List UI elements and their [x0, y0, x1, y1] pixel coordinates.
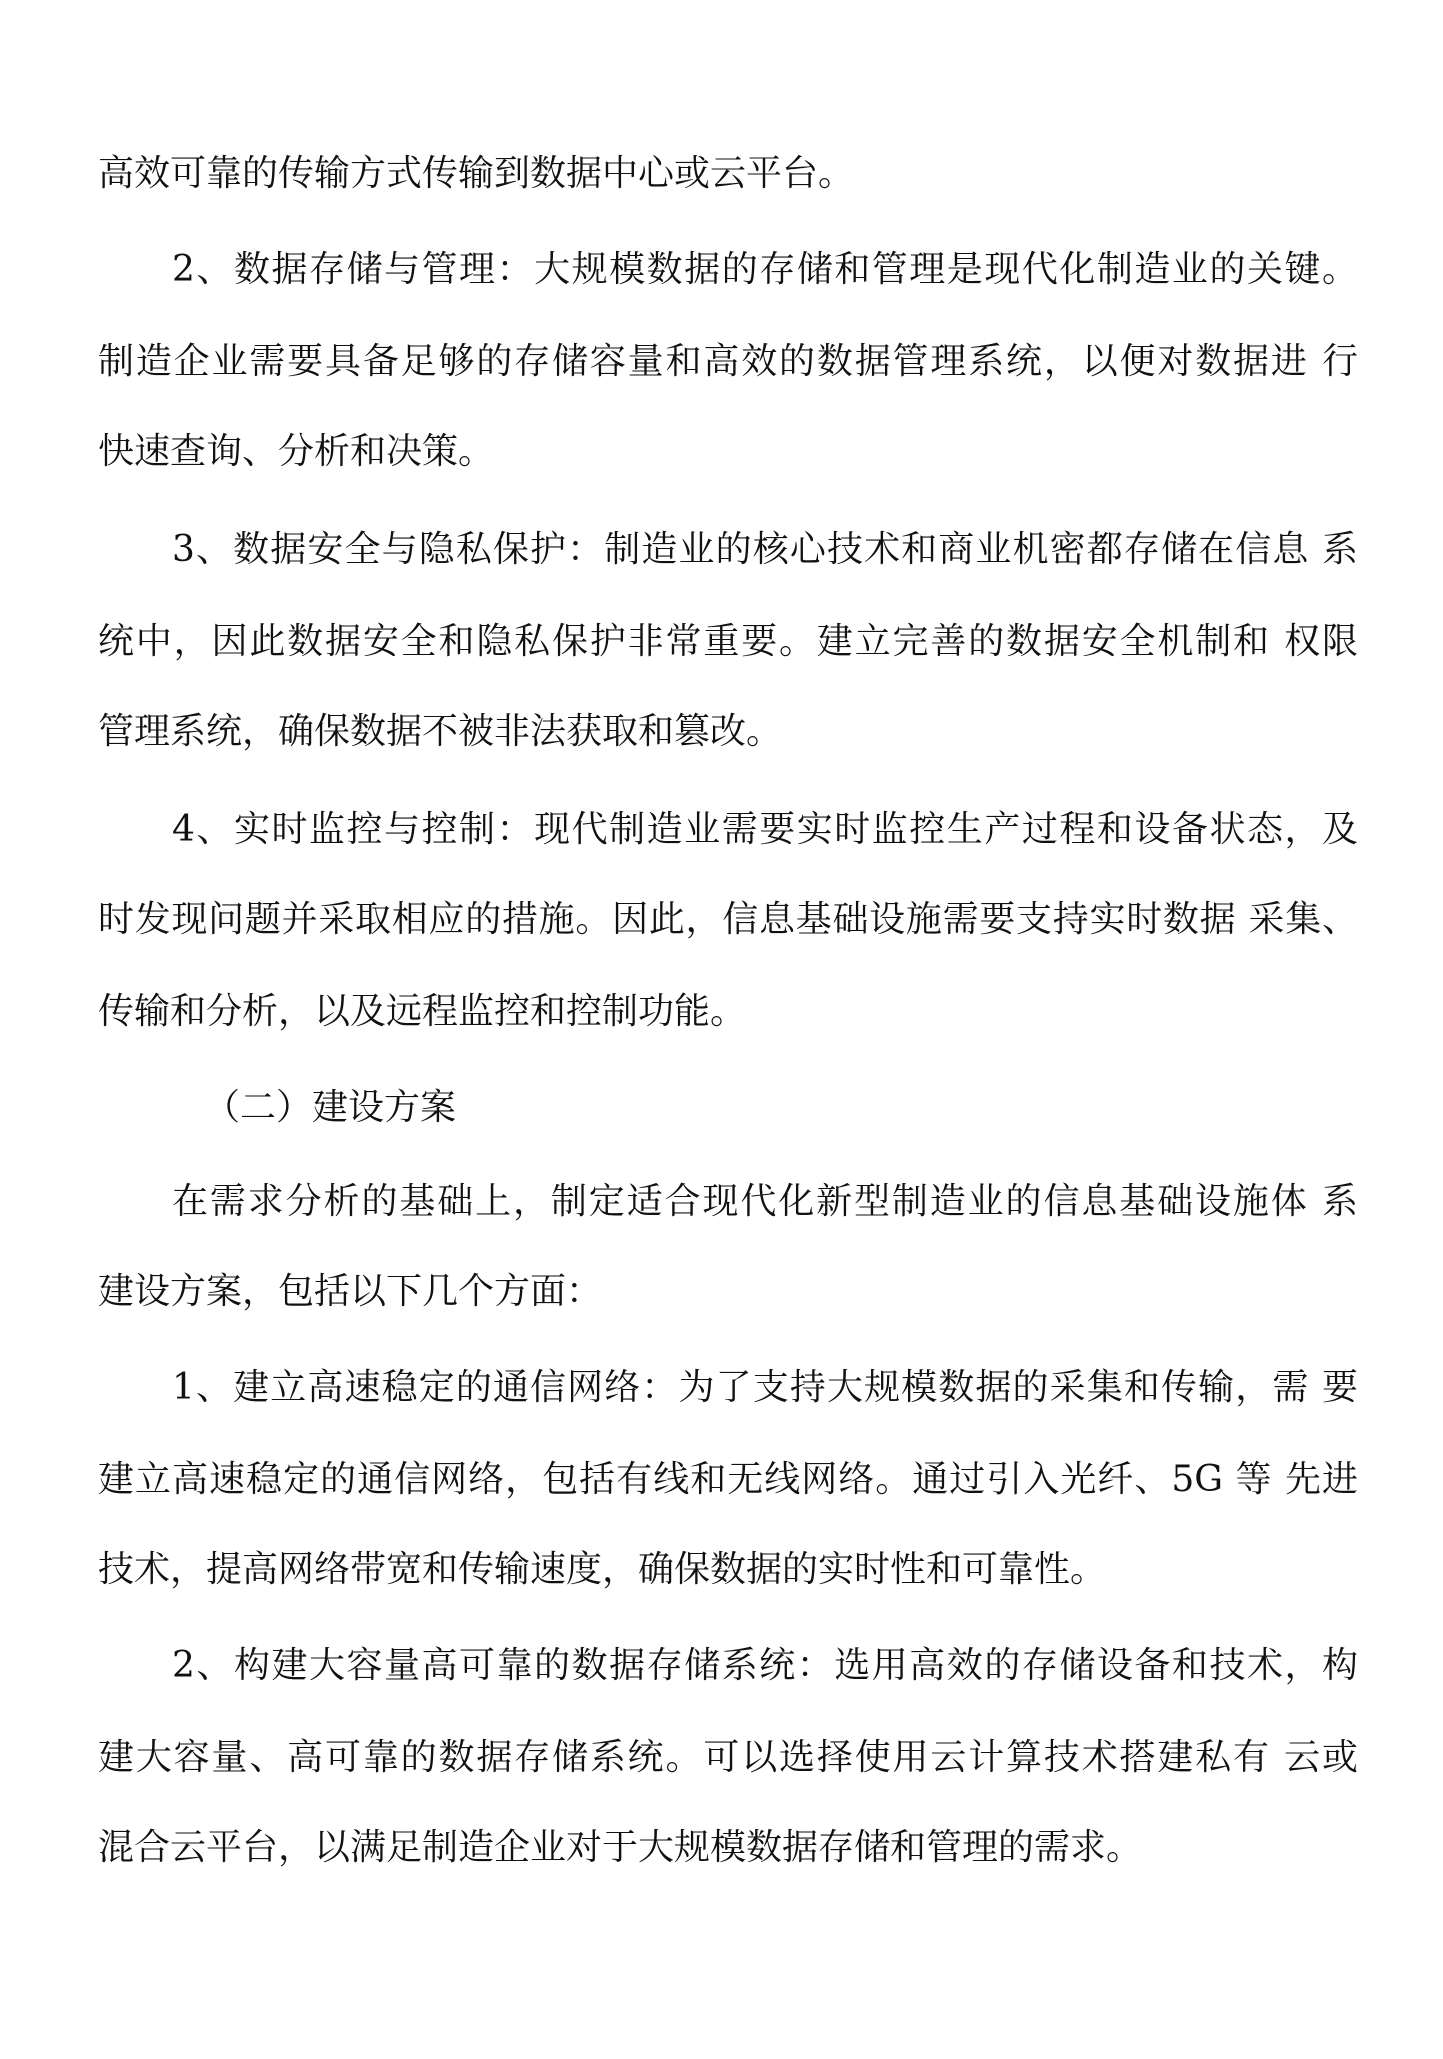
paragraph-line: 技术，提高网络带宽和传输速度，确保数据的实时性和可靠性。 — [98, 1549, 1107, 1590]
paragraph-line: 建设方案，包括以下几个方面： — [98, 1271, 603, 1312]
paragraph-line: 传输和分析，以及远程监控和控制功能。 — [98, 991, 747, 1032]
paragraph-line: 混合云平台，以满足制造企业对于大规模数据存储和管理的需求。 — [98, 1827, 1143, 1868]
paragraph-line: 4、实时监控与控制：现代制造业需要实时监控生产过程和设备状态，及 — [172, 809, 1358, 850]
paragraph-line: 高效可靠的传输方式传输到数据中心或云平台。 — [98, 153, 855, 194]
paragraph-line: 1、建立高速稳定的通信网络：为了支持大规模数据的采集和传输，需 要 — [172, 1367, 1358, 1408]
paragraph-line: 统中，因此数据安全和隐私保护非常重要。建立完善的数据安全机制和 权限 — [98, 621, 1358, 662]
paragraph-line: 建立高速稳定的通信网络，包括有线和无线网络。通过引入光纤、5G 等 先进 — [98, 1459, 1358, 1500]
paragraph-line: 时发现问题并采取相应的措施。因此，信息基础设施需要支持实时数据 采集、 — [98, 899, 1358, 940]
paragraph-line: 快速查询、分析和决策。 — [98, 431, 495, 472]
section-heading: （二）建设方案 — [204, 1087, 457, 1128]
paragraph-line: 2、数据存储与管理：大规模数据的存储和管理是现代化制造业的关键。 — [172, 249, 1358, 290]
paragraph-line: 建大容量、高可靠的数据存储系统。可以选择使用云计算技术搭建私有 云或 — [98, 1737, 1358, 1778]
paragraph-line: 3、数据安全与隐私保护：制造业的核心技术和商业机密都存储在信息 系 — [172, 529, 1358, 570]
paragraph-line: 2、构建大容量高可靠的数据存储系统：选用高效的存储设备和技术，构 — [172, 1645, 1358, 1686]
paragraph-line: 制造企业需要具备足够的存储容量和高效的数据管理系统，以便对数据进 行 — [98, 341, 1358, 382]
paragraph-line: 在需求分析的基础上，制定适合现代化新型制造业的信息基础设施体 系 — [172, 1181, 1358, 1222]
paragraph-line: 管理系统，确保数据不被非法获取和篡改。 — [98, 711, 783, 752]
